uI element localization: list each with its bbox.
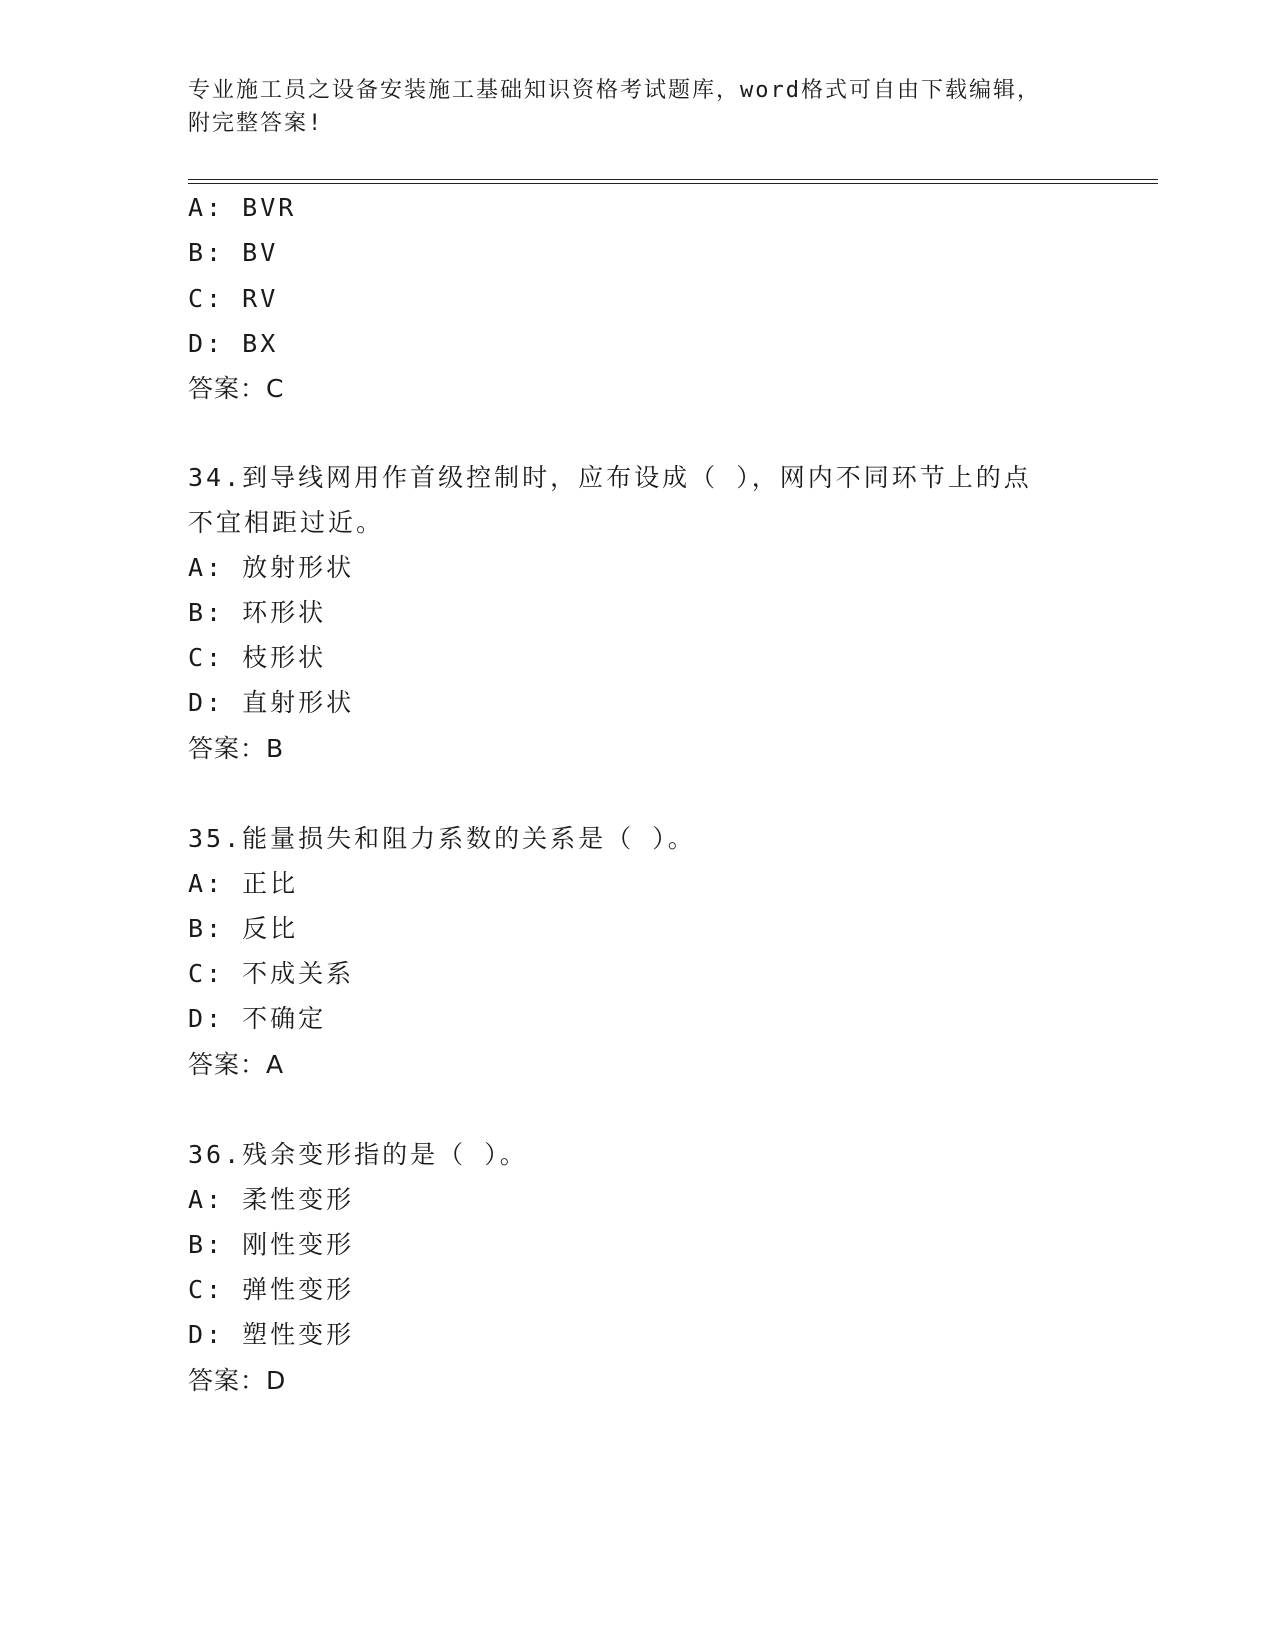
q35-stem: 35.能量损失和阻力系数的关系是（ ）。	[188, 824, 696, 853]
q34-option-b: B: 环形状	[188, 598, 327, 627]
q33-option-c: C: RV	[188, 284, 279, 313]
q35-option-d: D: 不确定	[188, 1004, 327, 1033]
q34-answer: 答案：B	[188, 734, 285, 763]
q34-option-a: A: 放射形状	[188, 553, 355, 582]
q36-option-d: D: 塑性变形	[188, 1320, 355, 1349]
q33-option-d: D: BX	[188, 329, 279, 358]
q36-option-a: A: 柔性变形	[188, 1185, 355, 1214]
q34-option-d: D: 直射形状	[188, 688, 355, 717]
header-line-2: 附完整答案!	[188, 111, 324, 136]
q35-option-b: B: 反比	[188, 914, 299, 943]
q35-option-c: C: 不成关系	[188, 959, 355, 988]
q33-option-b: B: BV	[188, 238, 279, 267]
document-header	[188, 74, 1088, 140]
q35-answer: 答案：A	[188, 1050, 285, 1079]
header-divider-top	[188, 179, 1158, 180]
q36-option-b: B: 刚性变形	[188, 1230, 355, 1259]
header-line-1: 专业施工员之设备安装施工基础知识资格考试题库，word格式可自由下载编辑，	[188, 78, 1041, 103]
q35-option-a: A: 正比	[188, 869, 299, 898]
q34-stem-line-1: 34.到导线网用作首级控制时，应布设成（ ），网内不同环节上的点	[188, 463, 1032, 492]
q33-option-a: A: BVR	[188, 193, 297, 222]
q33-answer: 答案：C	[188, 374, 285, 403]
q34-option-c: C: 枝形状	[188, 643, 327, 672]
q36-option-c: C: 弹性变形	[188, 1275, 355, 1304]
q36-answer: 答案：D	[188, 1366, 287, 1395]
header-divider-bottom	[188, 183, 1158, 184]
q36-stem: 36.残余变形指的是（ ）。	[188, 1140, 528, 1169]
q34-stem-line-2: 不宜相距过近。	[188, 508, 385, 537]
